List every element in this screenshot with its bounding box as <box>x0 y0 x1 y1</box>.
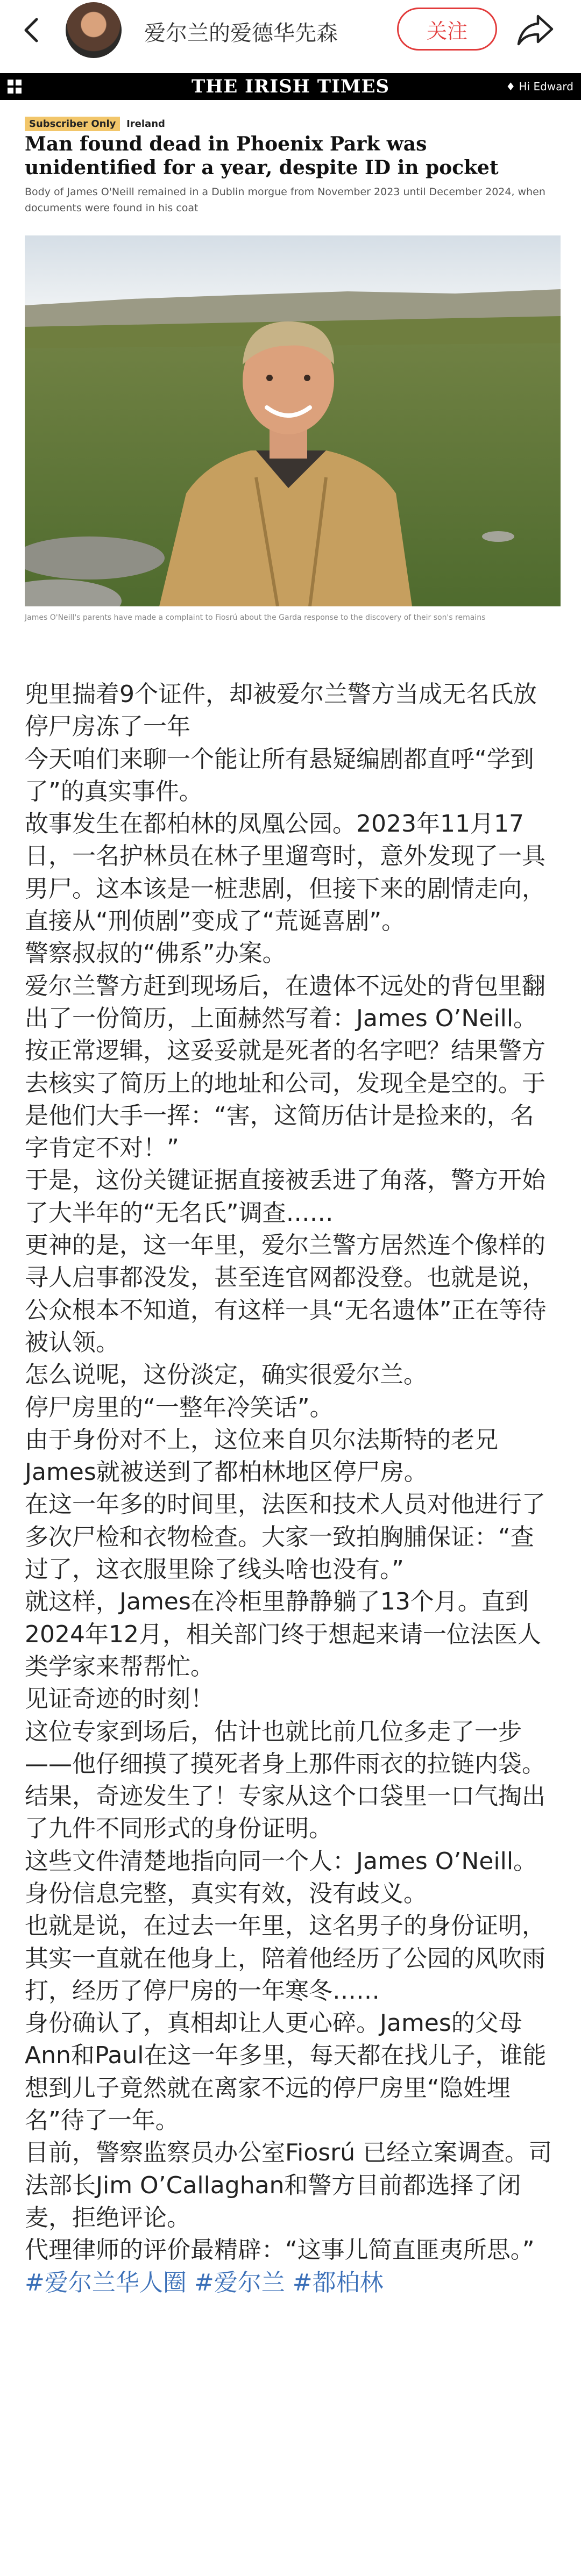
post-paragraph: 故事发生在都柏林的凤凰公园。2023年11月17日，一名护林员在林子里遛弯时，意外发现了一具男尸。这本该是一桩悲剧，但接下来的剧情走向，直接从“刑侦剧”变成了“荒诞喜剧”。 <box>25 810 545 935</box>
subscriber-badge: Subscriber Only <box>25 117 120 131</box>
post-paragraph: 目前，警察监察员办公室Fiosrú 已经立案调查。司法部长Jim O’Callaghan和警方目前都选择了闭麦，拒绝评论。 <box>25 2139 552 2231</box>
author-name[interactable]: 爱尔兰的爱德华先森 <box>144 21 338 46</box>
share-icon[interactable] <box>516 13 554 46</box>
post-paragraph: 按正常逻辑，这妥妥就是死者的名字吧？结果警方去核实了简历上的地址和公司，发现全是空的。于是他们大手一挥：“害，这简历估计是捡来的，名字肯定不对！” <box>25 1037 545 1162</box>
user-greeting[interactable] <box>506 80 573 93</box>
post-paragraph: 这些文件清楚地指向同一个人：James O’Neill。身份信息完整，真实有效，没有歧义。 <box>25 1847 537 1907</box>
post-paragraph: 也就是说，在过去一年里，这名男子的身份证明，其实一直就在他身上，陪着他经历了公园的风吹雨打，经历了停尸房的一年寒冬…… <box>25 1912 545 2005</box>
post-paragraph: 怎么说呢，这份淡定，确实很爱尔兰。 <box>25 1361 427 1389</box>
post-paragraph: 这位专家到场后，估计也就比前几位多走了一步——他仔细摸了摸死者身上那件雨衣的拉链内袋。 <box>25 1718 545 1778</box>
post-paragraph: 由于身份对不上，这位来自贝尔法斯特的老兄James就被送到了都柏林地区停尸房。 <box>25 1426 498 1486</box>
post-paragraph: 更神的是，这一年里，爱尔兰警方居然连个像样的寻人启事都没发，甚至连官网都没登。也就是说，公众根本不知道，有这样一具“无名遗体”正在等待被认领。 <box>25 1232 547 1356</box>
post-paragraph: 代理律师的评价最精辟：“这事儿简直匪夷所思。” <box>25 2236 535 2264</box>
user-icon: ♦ <box>506 80 519 93</box>
article-photo <box>25 235 561 606</box>
news-article-card <box>0 73 581 638</box>
post-paragraph: 见证奇迹的时刻！ <box>25 1685 214 1713</box>
top-nav-bar <box>0 0 581 60</box>
post-paragraph: 结果，奇迹发生了！专家从这个口袋里一口气掏出了九件不同形式的身份证明。 <box>25 1783 545 1843</box>
article-standfirst: Body of James O'Neill remained in a Dublin morgue from November 2023 until December 2024, when documents were found in his coat <box>25 186 545 214</box>
avatar[interactable] <box>66 2 122 58</box>
post-paragraph: 今天咱们来聊一个能让所有悬疑编剧都直呼“学到了”的真实事件。 <box>25 745 534 805</box>
post-paragraph: 停尸房里的“一整年冷笑话”。 <box>25 1393 334 1421</box>
masthead-bar <box>0 73 581 100</box>
hashtag-links[interactable]: #爱尔兰华人圈 #爱尔兰 #都柏林 <box>25 2269 384 2296</box>
post-paragraph: 在这一年多的时间里，法医和技术人员对他进行了多次尸检和衣物检查。大家一致拍胸脯保证：“查过了，这衣服里除了线头啥也没有。” <box>25 1491 545 1584</box>
section-label[interactable]: Ireland <box>126 118 165 130</box>
article-headline: Man found dead in Phoenix Park was unidentified for a year, despite ID in pocket <box>25 133 499 179</box>
post-paragraph: 兜里揣着9个证件，却被爱尔兰警方当成无名氏放停尸房冻了一年 <box>25 681 537 741</box>
article-tags <box>25 118 165 130</box>
post-paragraph: 于是，这份关键证据直接被丢进了角落，警方开始了大半年的“无名氏”调查…… <box>25 1167 545 1227</box>
post-paragraph: 警察叔叔的“佛系”办案。 <box>25 940 286 968</box>
user-greeting-label: Hi Edward <box>519 80 573 93</box>
follow-button[interactable]: 关注 <box>397 8 497 51</box>
post-paragraph: 爱尔兰警方赶到现场后，在遗体不远处的背包里翻出了一份简历，上面赫然写着：James O’Neill。 <box>25 972 545 1032</box>
photo-caption: James O'Neill's parents have made a complaint to Fiosrú about the Garda response to the discovery of their son's remains <box>25 613 486 622</box>
masthead-title: THE IRISH TIMES <box>191 76 390 97</box>
post-paragraph: 身份确认了，真相却让人更心碎。James的父母Ann和Paul在这一年多里，每天都在找儿子，谁能想到儿子竟然就在离家不远的停尸房里“隐姓埋名”待了一年。 <box>25 2009 547 2135</box>
post-paragraph: 就这样，James在冷柜里静静躺了13个月。直到2024年12月，相关部门终于想起来请一位法医人类学家来帮帮忙。 <box>25 1588 541 1680</box>
back-arrow-icon[interactable] <box>16 14 48 46</box>
post-body <box>25 678 557 2299</box>
